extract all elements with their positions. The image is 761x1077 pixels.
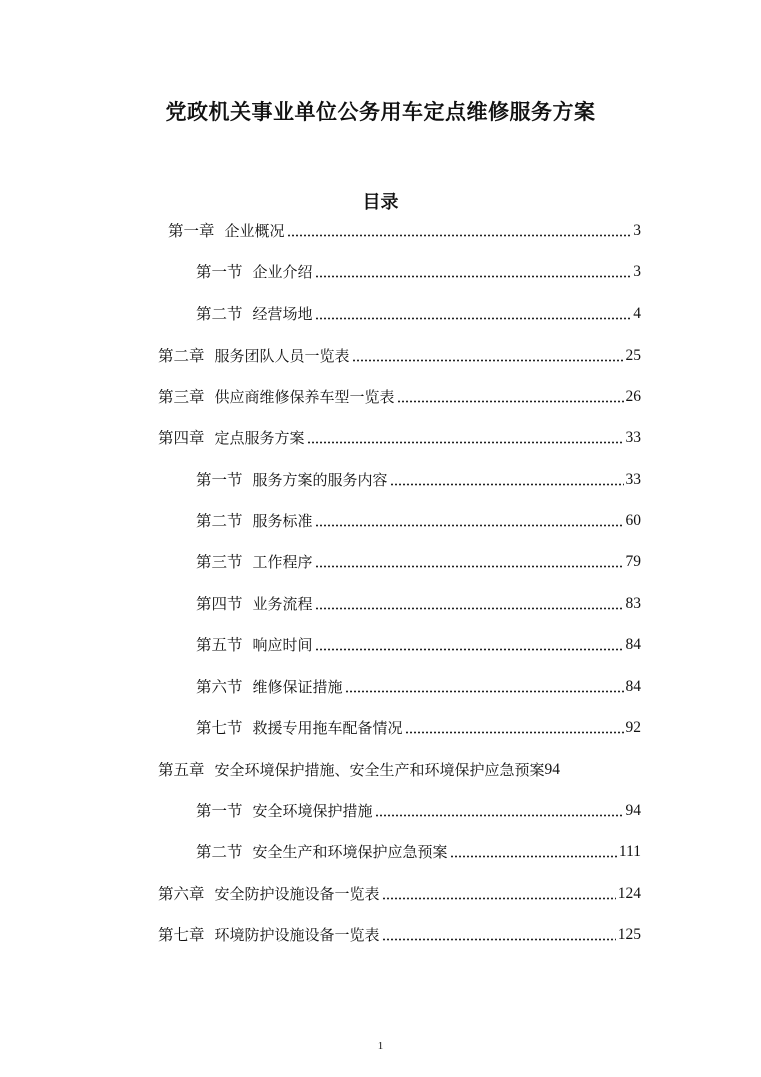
- toc-entry-title: 服务方案的服务内容: [252, 471, 388, 489]
- toc-entry-number: 第三章: [158, 388, 205, 406]
- toc-entry-page: 33: [625, 471, 641, 488]
- toc-entry-number: 第二节: [196, 843, 243, 861]
- toc-entry-page: 26: [625, 388, 641, 405]
- toc-entry-title: 维修保证措施: [252, 678, 343, 696]
- toc-entry-title: 服务标准: [252, 512, 313, 530]
- toc-entry-chapter-2[interactable]: [158, 344, 641, 368]
- toc-entry-number: 第一节: [196, 802, 243, 820]
- toc-entry-section[interactable]: [196, 675, 641, 699]
- toc-entry-page: 124: [617, 885, 641, 902]
- dot-leader: [307, 441, 624, 444]
- toc-entry-page: 92: [625, 719, 641, 736]
- toc-entry-section[interactable]: [196, 799, 641, 823]
- toc-entry-section[interactable]: [196, 509, 641, 533]
- toc-entry-number: 第六节: [196, 678, 243, 696]
- toc-entry-title: 服务团队人员一览表: [214, 347, 350, 365]
- toc-entry-chapter-7[interactable]: [158, 923, 641, 947]
- toc-entry-page: 33: [625, 429, 641, 446]
- toc-entry-chapter-1[interactable]: [168, 219, 641, 243]
- toc-entry-section[interactable]: [196, 840, 641, 864]
- page-number: 1: [377, 1040, 384, 1052]
- toc-entry-number: 第四节: [196, 595, 243, 613]
- toc-entry-number: 第六章: [158, 885, 205, 903]
- toc-entry-page: 60: [625, 512, 641, 529]
- toc-entry-chapter-3[interactable]: [158, 385, 641, 409]
- toc-entry-number: 第一节: [196, 263, 243, 281]
- toc-entry-section[interactable]: [196, 468, 641, 492]
- dot-leader: [315, 275, 632, 278]
- toc-entry-page: 94: [544, 761, 561, 778]
- toc-entry-page: 84: [625, 636, 641, 653]
- toc-entry-number: 第五章: [158, 761, 205, 779]
- toc-entry-page: 84: [625, 678, 641, 695]
- toc-entry-section[interactable]: [196, 550, 641, 574]
- toc-entry-title: 供应商维修保养车型一览表: [214, 388, 395, 406]
- toc-entry-title: 安全防护设施设备一览表: [214, 885, 380, 903]
- dot-leader: [390, 483, 624, 486]
- toc-entry-section[interactable]: [196, 592, 641, 616]
- dot-leader: [315, 565, 624, 568]
- toc-entry-section[interactable]: [196, 260, 641, 284]
- toc-entry-title: 安全生产和环境保护应急预案: [252, 843, 448, 861]
- toc-entry-number: 第五节: [196, 636, 243, 654]
- toc-entry-page: 3: [633, 263, 641, 280]
- toc-entry-chapter-6[interactable]: [158, 882, 641, 906]
- toc-entry-page: 111: [618, 843, 641, 860]
- toc-entry-number: 第二节: [196, 512, 243, 530]
- toc-entry-title: 工作程序: [252, 553, 313, 571]
- toc-entry-number: 第一章: [168, 222, 215, 240]
- toc-entry-title: 安全环境保护措施: [252, 802, 373, 820]
- toc-entry-title: 业务流程: [252, 595, 313, 613]
- toc-entry-title: 企业概况: [224, 222, 285, 240]
- toc-entry-title: 环境防护设施设备一览表: [214, 926, 380, 944]
- dot-leader: [382, 938, 616, 941]
- toc-entry-section[interactable]: [196, 302, 641, 326]
- toc-entry-title: 救援专用拖车配备情况: [252, 719, 403, 737]
- dot-leader: [315, 607, 624, 610]
- toc-entry-section[interactable]: [196, 633, 641, 657]
- toc-entry-page: 4: [633, 305, 641, 322]
- toc-entry-number: 第四章: [158, 429, 205, 447]
- toc-entry-page: 3: [633, 222, 641, 239]
- toc-entry-page: 83: [625, 595, 641, 612]
- toc-entry-title: 响应时间: [252, 636, 313, 654]
- toc-entry-chapter-4[interactable]: [158, 426, 641, 450]
- dot-leader: [315, 524, 624, 527]
- toc-heading: 目录: [362, 192, 399, 213]
- toc-entry-title: 安全环境保护措施、安全生产和环境保护应急预案: [214, 761, 545, 779]
- dot-leader: [345, 690, 624, 693]
- toc-entry-number: 第二节: [196, 305, 243, 323]
- toc-entry-title: 经营场地: [252, 305, 313, 323]
- dot-leader: [287, 234, 632, 237]
- dot-leader: [405, 731, 624, 734]
- dot-leader: [397, 400, 624, 403]
- toc-entry-page: 125: [617, 926, 641, 943]
- toc-entry-title: 定点服务方案: [214, 429, 305, 447]
- toc-entry-page: 79: [625, 553, 641, 570]
- dot-leader: [450, 855, 617, 858]
- toc-entry-number: 第一节: [196, 471, 243, 489]
- toc-entry-page: 25: [625, 347, 641, 364]
- toc-entry-number: 第二章: [158, 347, 205, 365]
- dot-leader: [315, 317, 632, 320]
- dot-leader: [382, 897, 616, 900]
- document-title: 党政机关事业单位公务用车定点维修服务方案: [165, 100, 596, 124]
- toc-entry-number: 第三节: [196, 553, 243, 571]
- toc-entry-page: 94: [625, 802, 641, 819]
- dot-leader: [352, 359, 624, 362]
- toc-entry-number: 第七章: [158, 926, 205, 944]
- toc-entry-number: 第七节: [196, 719, 243, 737]
- toc-entry-title: 企业介绍: [252, 263, 313, 281]
- toc-entry-section[interactable]: [196, 716, 641, 740]
- toc-entry-chapter-5[interactable]: [158, 758, 641, 782]
- dot-leader: [375, 814, 624, 817]
- dot-leader: [315, 648, 624, 651]
